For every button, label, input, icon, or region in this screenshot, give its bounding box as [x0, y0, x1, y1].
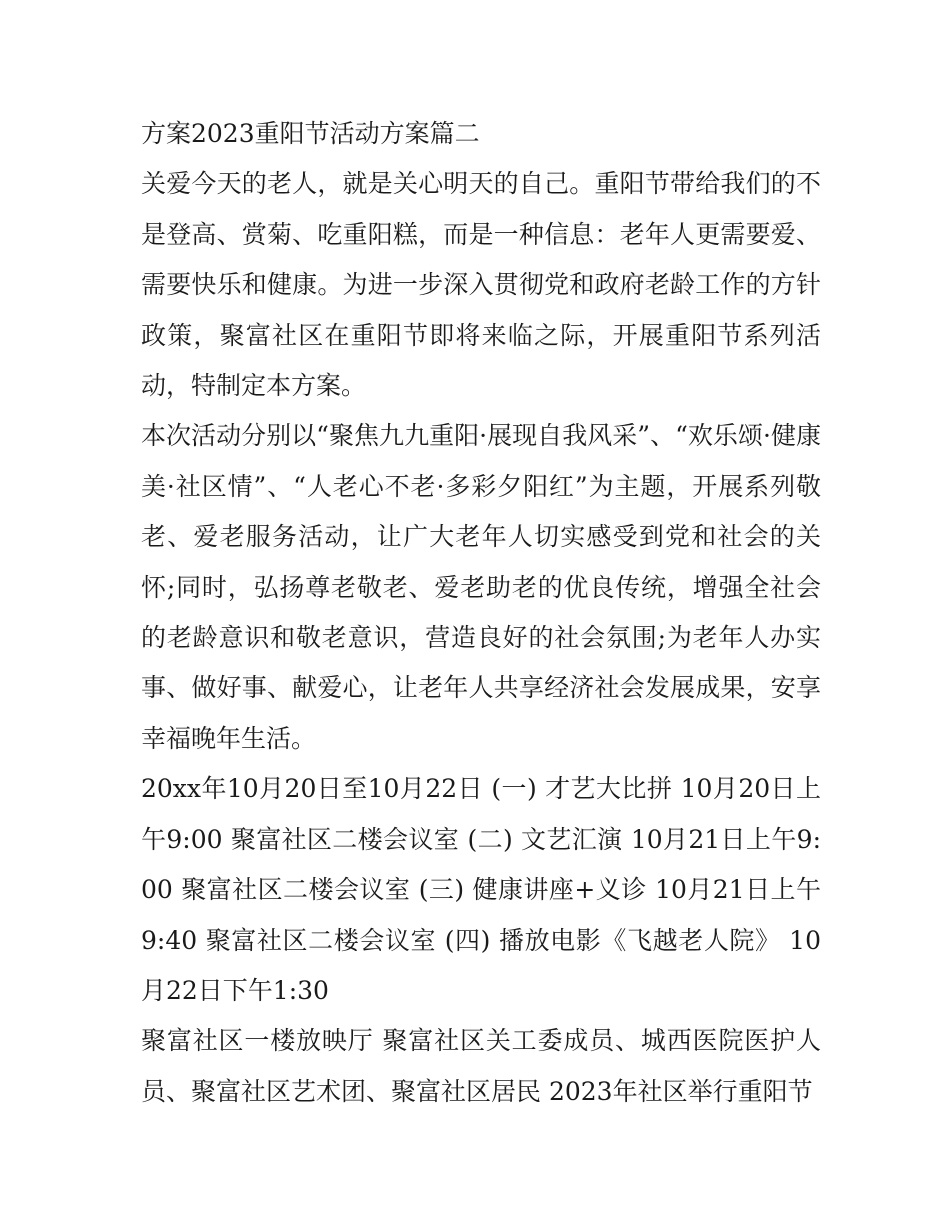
document-title: 方案2023重阳节活动方案篇二 — [141, 119, 480, 148]
paragraph-themes: 本次活动分别以“聚焦九九重阳·展现自我风采”、“欢乐颂·健康美·社区情”、“人老心不老·多彩夕阳红”为主题，开展系列敬老、爱老服务活动，让广大老年人切实感受到党和社会的关怀;同时，弘扬尊老敬老、爱老助老的优良传统，增强全社会的老龄意识和敬老意识，营造良好的社会氛围;为老年人办实事、做好事、献爱心，让老年人共享经济社会发展成果，安享幸福晚年生活。 — [141, 421, 821, 753]
document-body — [141, 109, 821, 1117]
paragraph-participants: 聚富社区一楼放映厅 聚富社区关工委成员、城西医院医护人员、聚富社区艺术团、聚富社区居民 2023年社区举行重阳节 — [141, 1026, 821, 1106]
paragraph-schedule: 20xx年10月20日至10月22日 (一) 才艺大比拼 10月20日上午9:00 聚富社区二楼会议室 (二) 文艺汇演 10月21日上午9:00 聚富社区二楼会议室 (三) 健康讲座+义诊 10月21日上午9:40 聚富社区二楼会议室 (四) 播放电影《飞越老人院》 10月22日下午1:30 — [141, 774, 821, 1005]
paragraph-intro: 关爱今天的老人，就是关心明天的自己。重阳节带给我们的不是登高、赏菊、吃重阳糕，而是一种信息：老年人更需要爱、需要快乐和健康。为进一步深入贯彻党和政府老龄工作的方针政策，聚富社区在重阳节即将来临之际，开展重阳节系列活动，特制定本方案。 — [141, 169, 821, 401]
